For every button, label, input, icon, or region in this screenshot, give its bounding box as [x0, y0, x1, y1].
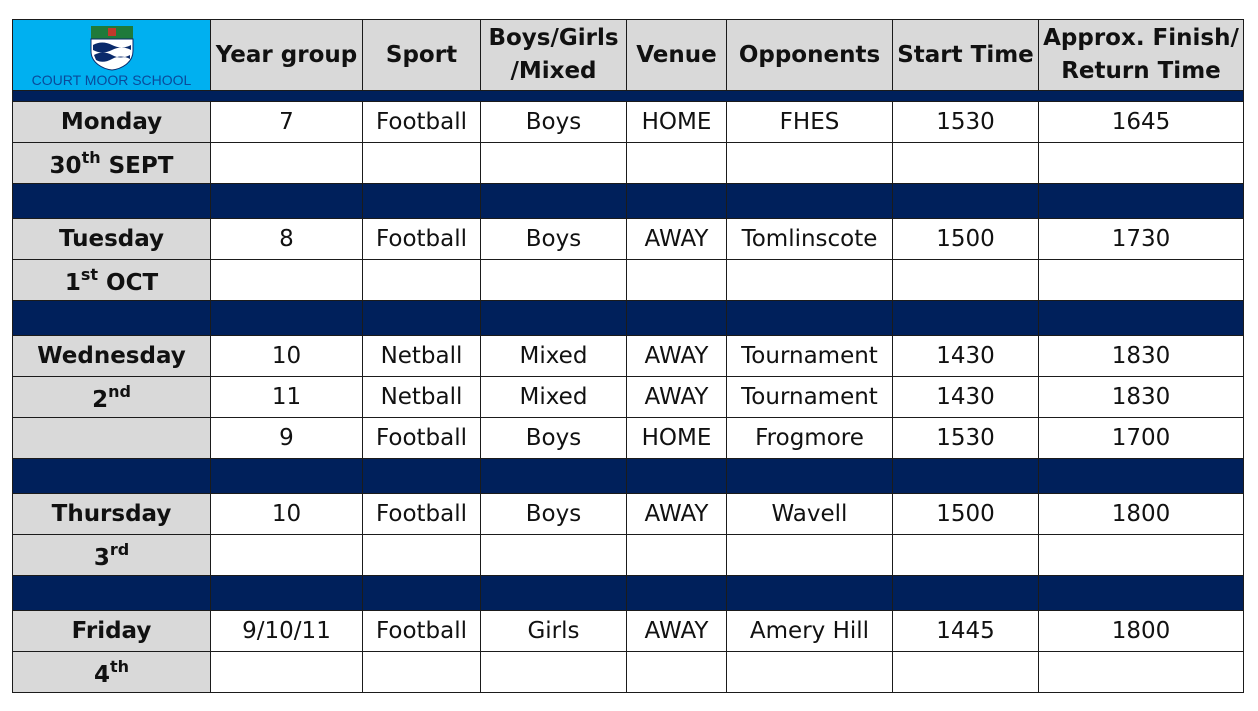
fixture-row [13, 611, 1244, 652]
cell-gender: Mixed [481, 336, 627, 377]
fixture-row-empty [13, 535, 1244, 576]
cell-year: 9 [211, 418, 363, 459]
fixture-row [13, 377, 1244, 418]
cell-year: 9/10/11 [211, 611, 363, 652]
header-finish-line1: Approx. Finish/ [1043, 25, 1239, 51]
fixture-row [13, 219, 1244, 260]
fixtures-table [12, 19, 1244, 693]
cell-gender: Boys [481, 494, 627, 535]
cell-opponent: FHES [727, 102, 893, 143]
school-logo-cell [13, 20, 211, 91]
cell-year: 11 [211, 377, 363, 418]
header-row [13, 20, 1244, 91]
fixture-row-empty [13, 143, 1244, 184]
fixture-row-empty [13, 652, 1244, 693]
cell-venue: AWAY [627, 219, 727, 260]
cell-venue: HOME [627, 102, 727, 143]
header-venue: Venue [627, 20, 727, 91]
day-date-wednesday: 2nd [13, 377, 211, 418]
cell-gender: Boys [481, 418, 627, 459]
header-gender [481, 20, 627, 91]
cell-year: 10 [211, 494, 363, 535]
divider-stripe [13, 301, 1244, 336]
cell-start: 1500 [893, 494, 1039, 535]
cell-sport: Football [363, 611, 481, 652]
cell-start: 1430 [893, 336, 1039, 377]
cell-venue: HOME [627, 418, 727, 459]
cell-gender: Boys [481, 219, 627, 260]
cell-year: 8 [211, 219, 363, 260]
day-date-monday: 30th SEPT [13, 143, 211, 184]
cell-year: 10 [211, 336, 363, 377]
header-gender-line2: /Mixed [510, 58, 597, 84]
cell-sport: Football [363, 418, 481, 459]
cell-venue: AWAY [627, 377, 727, 418]
cell-venue: AWAY [627, 611, 727, 652]
cell-venue: AWAY [627, 336, 727, 377]
day-date-friday: 4th [13, 652, 211, 693]
cell-opponent: Amery Hill [727, 611, 893, 652]
header-sport: Sport [363, 20, 481, 91]
cell-finish: 1645 [1039, 102, 1244, 143]
day-name-tuesday: Tuesday [13, 219, 211, 260]
cell-finish: 1800 [1039, 494, 1244, 535]
cell-finish: 1830 [1039, 336, 1244, 377]
fixture-row-empty [13, 260, 1244, 301]
cell-sport: Netball [363, 377, 481, 418]
cell-opponent: Tournament [727, 377, 893, 418]
day-name-wednesday: Wednesday [13, 336, 211, 377]
day-date-thursday: 3rd [13, 535, 211, 576]
cell-start: 1445 [893, 611, 1039, 652]
cell-opponent: Tomlinscote [727, 219, 893, 260]
cell-start: 1530 [893, 102, 1039, 143]
cell-sport: Netball [363, 336, 481, 377]
cell-gender: Mixed [481, 377, 627, 418]
cell-sport: Football [363, 219, 481, 260]
day-name-friday: Friday [13, 611, 211, 652]
day-date-tuesday: 1st OCT [13, 260, 211, 301]
divider-stripe [13, 459, 1244, 494]
day-name-thursday: Thursday [13, 494, 211, 535]
school-name: COURT MOOR SCHOOL [31, 72, 192, 88]
cell-start: 1430 [893, 377, 1039, 418]
fixture-row [13, 102, 1244, 143]
day-name-monday: Monday [13, 102, 211, 143]
cell-finish: 1830 [1039, 377, 1244, 418]
cell-start: 1530 [893, 418, 1039, 459]
divider-stripe [13, 184, 1244, 219]
day-blank [13, 418, 211, 459]
cell-finish: 1800 [1039, 611, 1244, 652]
cell-start: 1500 [893, 219, 1039, 260]
fixture-row [13, 336, 1244, 377]
header-gender-line1: Boys/Girls [488, 25, 619, 51]
fixture-row [13, 494, 1244, 535]
header-year-group: Year group [211, 20, 363, 91]
header-finish [1039, 20, 1244, 91]
cell-year: 7 [211, 102, 363, 143]
header-finish-line2: Return Time [1061, 58, 1221, 84]
cell-finish: 1730 [1039, 219, 1244, 260]
cell-opponent: Tournament [727, 336, 893, 377]
cell-opponent: Wavell [727, 494, 893, 535]
cell-venue: AWAY [627, 494, 727, 535]
header-start-time: Start Time [893, 20, 1039, 91]
cell-gender: Boys [481, 102, 627, 143]
divider-stripe [13, 91, 1244, 102]
cell-gender: Girls [481, 611, 627, 652]
cell-finish: 1700 [1039, 418, 1244, 459]
header-opponents: Opponents [727, 20, 893, 91]
cell-sport: Football [363, 102, 481, 143]
fixture-row [13, 418, 1244, 459]
cell-sport: Football [363, 494, 481, 535]
school-crest-icon [88, 25, 136, 71]
divider-stripe [13, 576, 1244, 611]
cell-opponent: Frogmore [727, 418, 893, 459]
